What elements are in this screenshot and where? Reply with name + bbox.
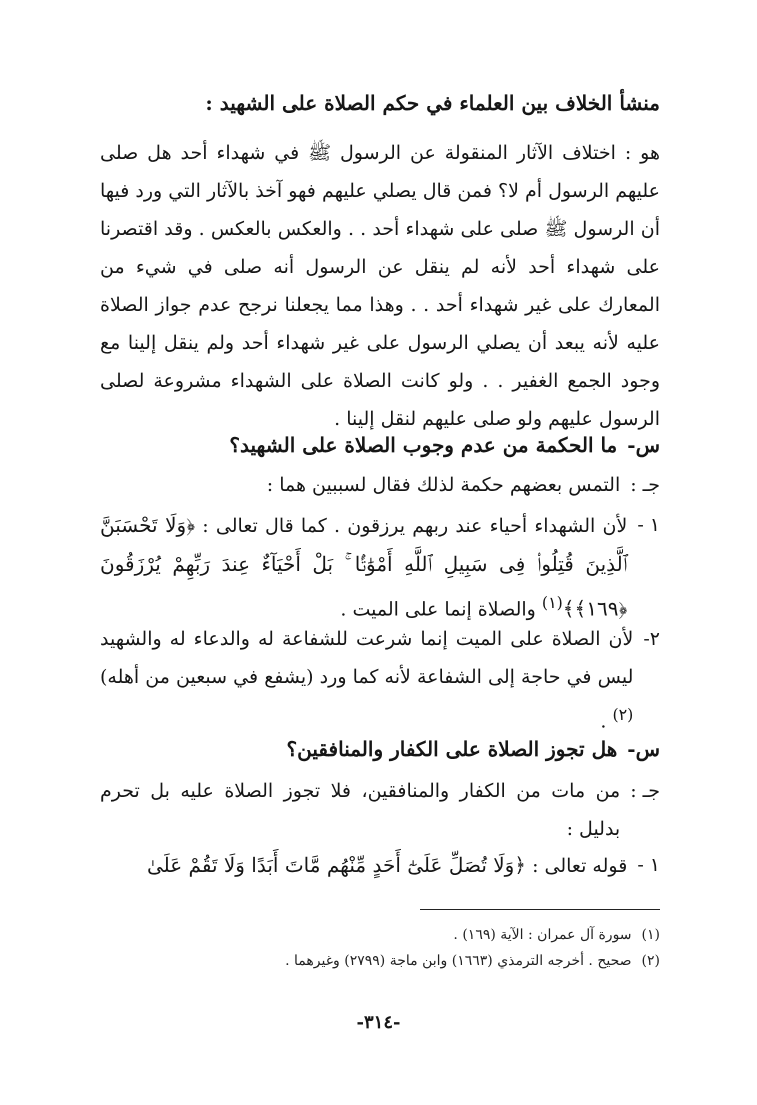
footnote-ref: (٢)	[612, 705, 634, 724]
answer-marker: جـ :	[630, 780, 660, 802]
list-number: ١ -	[637, 854, 660, 876]
footnote-ref: (١)	[541, 593, 563, 612]
evidence-lead: قوله تعالى :	[532, 855, 628, 877]
question-marker: س-	[627, 433, 660, 457]
answer-2	[100, 772, 660, 848]
reason-2	[100, 620, 660, 740]
footnote-number: (٢)	[641, 953, 660, 969]
question-1	[100, 428, 660, 462]
intro-paragraph: هو : اختلاف الآثار المنقولة عن الرسول ﷺ في شهداء أحد هل صلى عليهم الرسول أم لا؟ فمن قال يصلي عليهم فهو آخذ بالآثار التي ورد فيها أن الرسول ﷺ صلى على شهداء أحد . . والعكس بالعكس . وقد اقتصرنا على شهداء أحد لأنه لم ينقل عن الرسول أنه صلى في شيء من المعارك على غير شهداء أحد . . وهذا مما يجعلنا نرجح عدم جواز الصلاة عليه لأنه يبعد أن يصلي الرسول على غير شهداء أحد ولم ينقل إلينا مع وجود الجمع الغفير . . ولو كانت الصلاة على الشهداء مشروعة لصلى الرسول عليهم ولو صلى عليهم لنقل إلينا .	[100, 142, 660, 430]
footnote-text: سورة آل عمران : الآية (١٦٩) .	[453, 927, 632, 943]
reason-body	[100, 620, 633, 740]
question-text: هل تجوز الصلاة على الكفار والمنافقين؟	[286, 737, 618, 761]
reason-text: لأن الصلاة على الميت إنما شرعت للشفاعة له والدعاء له والشهيد ليس في حاجة إلى الشفاعة لأنه كما ورد (يشفع في سبعين من أهله)	[100, 628, 634, 688]
list-number: ٢-	[643, 628, 660, 650]
reason-body	[100, 506, 627, 628]
reason-tail: .	[600, 710, 607, 733]
section-heading: منشأ الخلاف بين العلماء في حكم الصلاة على الشهيد :	[205, 91, 660, 115]
evidence-body	[100, 846, 627, 885]
footnote-2	[100, 950, 660, 972]
question-text: ما الحكمة من عدم وجوب الصلاة على الشهيد؟	[229, 433, 618, 457]
answer-text: التمس بعضهم حكمة لذلك فقال لسببين هما :	[266, 474, 621, 496]
footnote-text: صحيح . أخرجه الترمذي (١٦٦٣) وابن ماجة (٢٧٩٩) وغيرهما .	[285, 953, 632, 969]
list-number: ١ -	[637, 514, 660, 536]
quran-verse: ﴿وَلَا تَحْسَبَنَّ ٱلَّذِينَ قُتِلُوا۟ فِى سَبِيلِ ٱللَّهِ أَمْوَٰتًۢا ۚ بَلْ أَحْيَآءٌ عِندَ رَبِّهِمْ يُرْزَقُونَ ﴿١٦٩﴾﴾	[100, 513, 628, 621]
footnote-divider	[420, 909, 660, 910]
question-2	[100, 732, 660, 766]
footnote-number: (١)	[641, 927, 660, 943]
evidence-1	[100, 846, 660, 885]
answer-text: من مات من الكفار والمنافقين، فلا تجوز الصلاة عليه بل تحرم بدليل :	[100, 780, 621, 840]
reason-lead: لأن الشهداء أحياء عند ربهم يرزقون . كما قال تعالى :	[202, 515, 628, 537]
answer-marker: جـ :	[630, 474, 660, 496]
reason-tail: والصلاة إنما على الميت .	[340, 598, 536, 621]
page-number: -٣١٤-	[356, 1012, 401, 1033]
answer-1	[100, 466, 660, 504]
quran-verse: ﴿وَلَا تُصَلِّ عَلَىٰٓ أَحَدٍ مِّنْهُم مَّاتَ أَبَدًا وَلَا تَقُمْ عَلَىٰ	[146, 853, 527, 877]
reason-1	[100, 506, 660, 628]
footnote-1	[100, 924, 660, 946]
question-marker: س-	[627, 737, 660, 761]
